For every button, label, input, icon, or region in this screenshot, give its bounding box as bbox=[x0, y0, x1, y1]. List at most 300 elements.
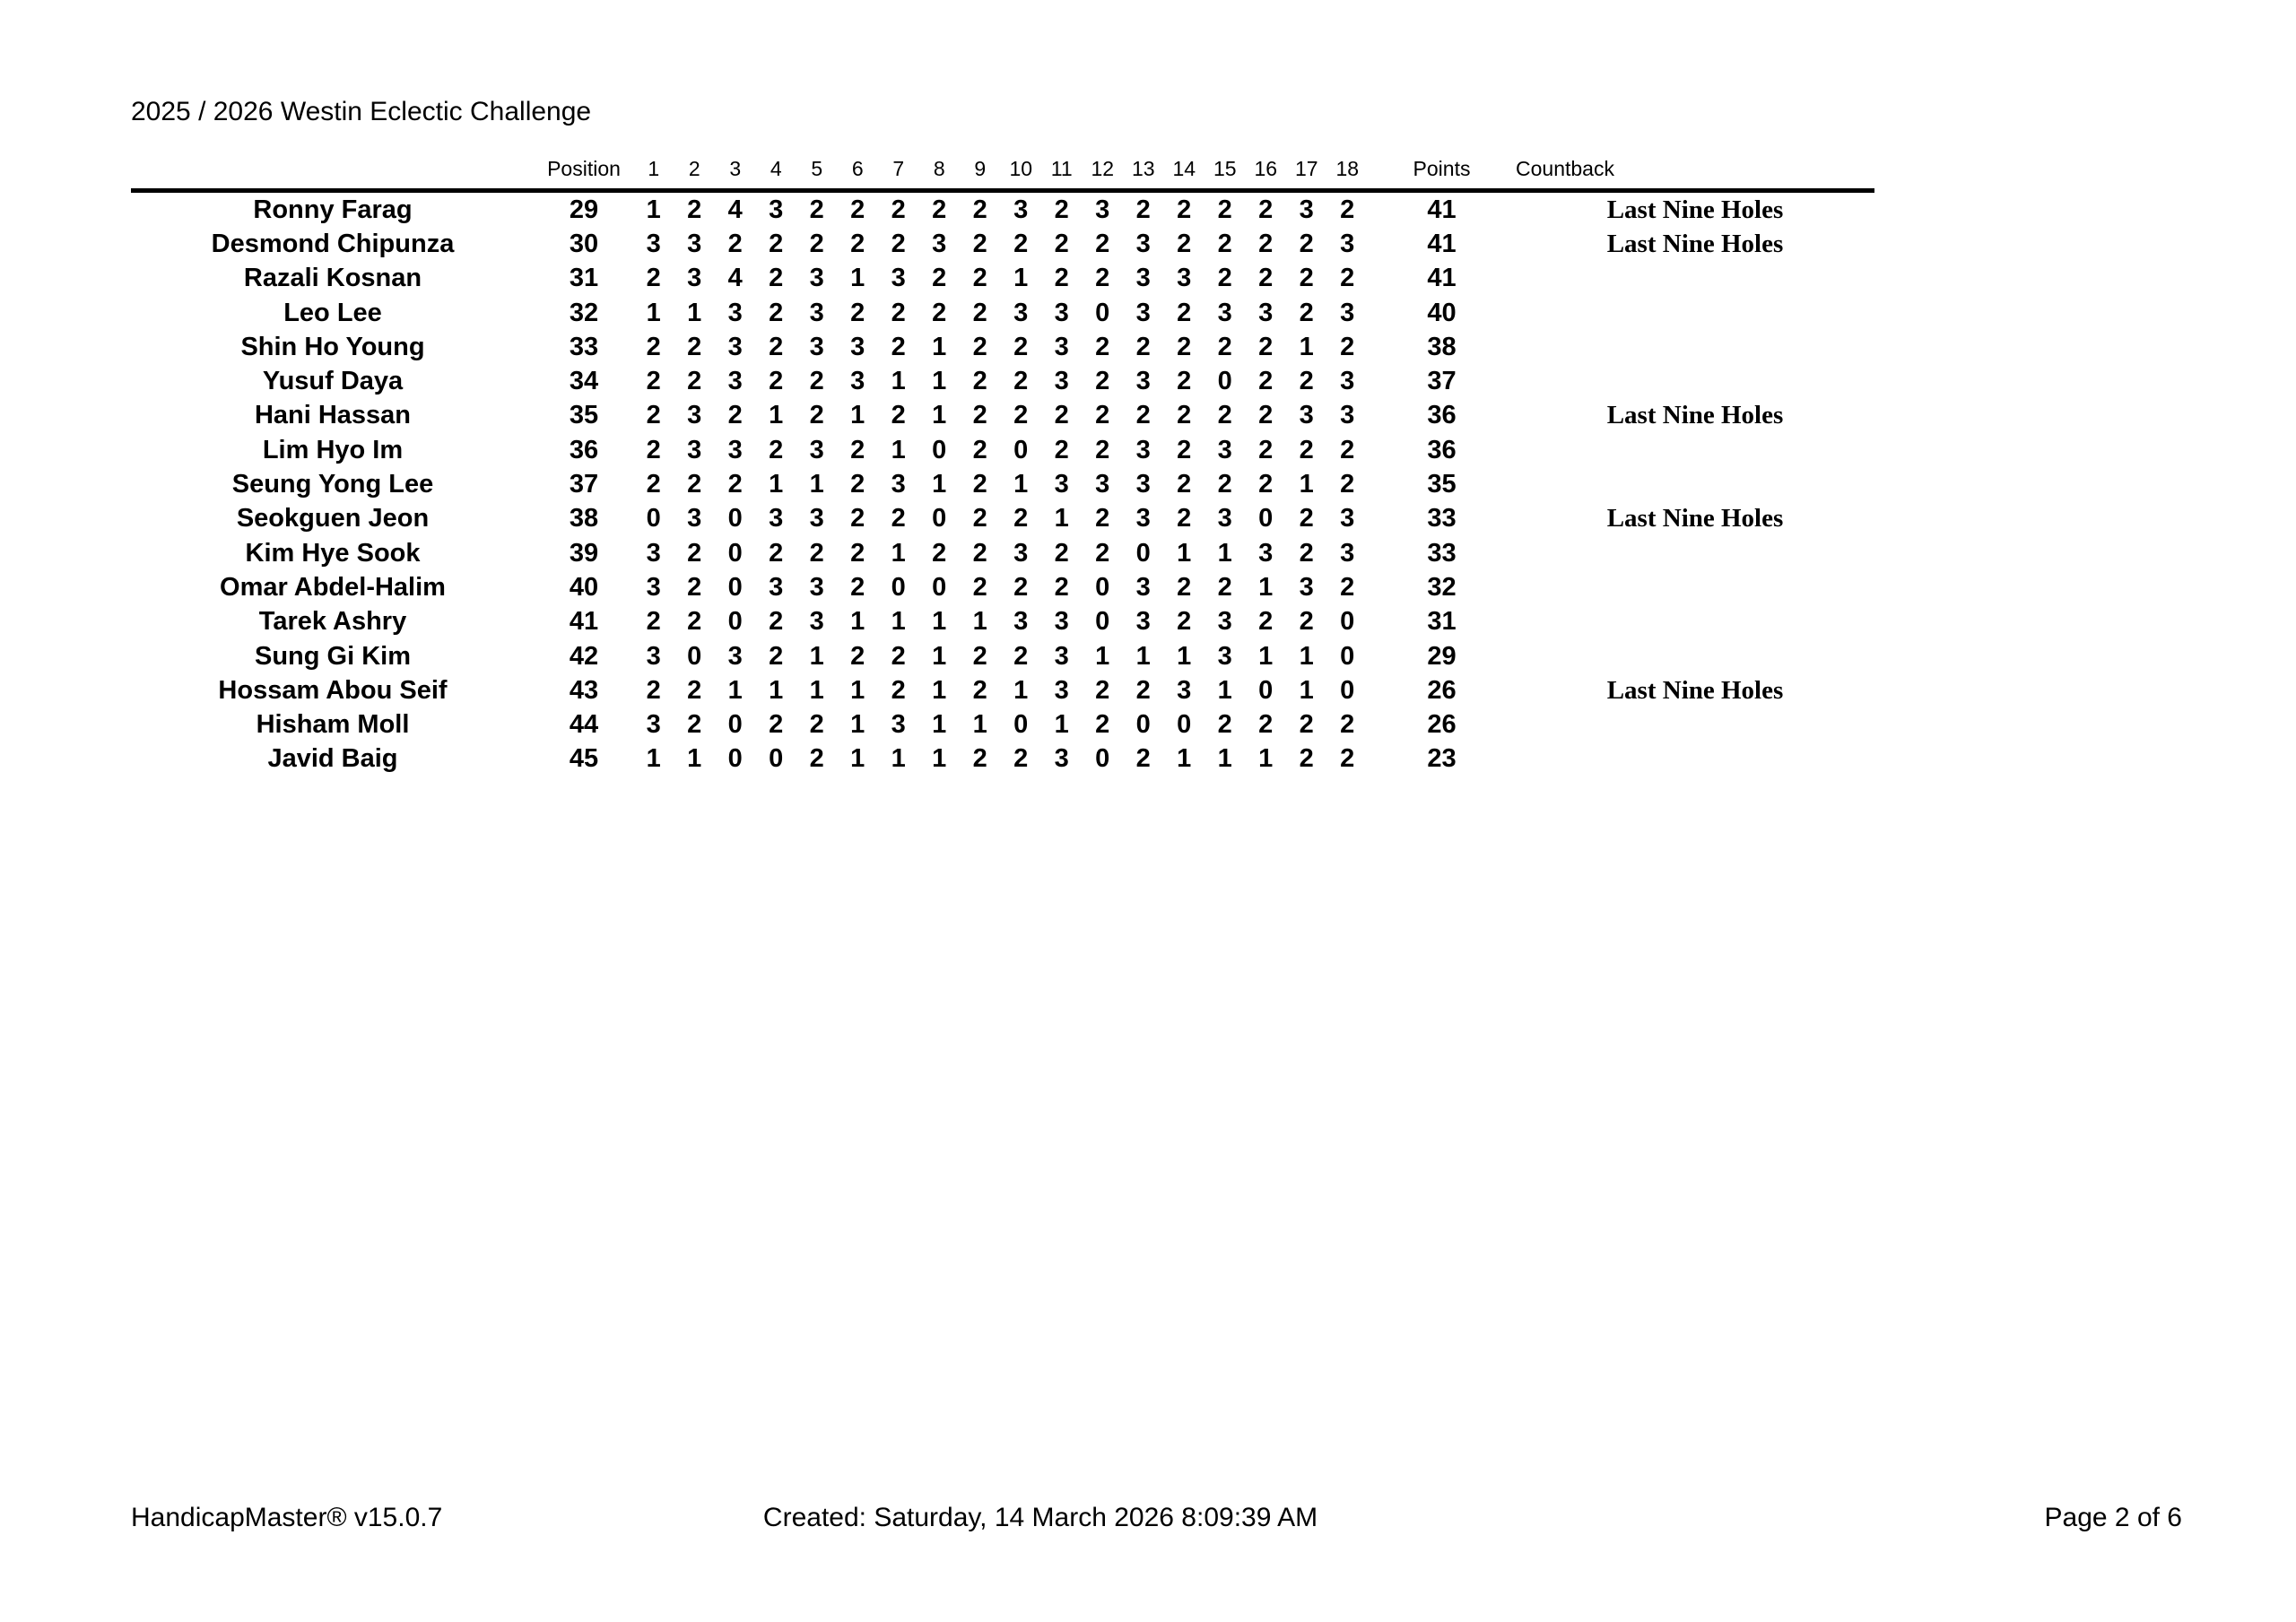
position-cell: 32 bbox=[569, 298, 599, 327]
points-cell: 31 bbox=[1427, 607, 1457, 637]
hole-score-cell-9: 2 bbox=[972, 504, 987, 533]
hole-score-cell-15: 3 bbox=[1217, 504, 1232, 533]
hole-score-cell-3: 1 bbox=[727, 675, 743, 705]
hole-score-cell-18: 3 bbox=[1340, 401, 1355, 430]
countback-cell bbox=[1516, 536, 1874, 570]
hole-score-cell-11: 2 bbox=[1054, 264, 1069, 293]
hole-score-cell-16: 2 bbox=[1258, 264, 1274, 293]
hole-score-cell-9: 2 bbox=[972, 470, 987, 499]
countback-cell bbox=[1516, 639, 1874, 673]
hole-score-cell-15: 0 bbox=[1217, 367, 1232, 396]
hole-score-cell-6: 1 bbox=[850, 675, 865, 705]
player-name-cell: Sung Gi Kim bbox=[255, 641, 411, 671]
hole-score-cell-17: 2 bbox=[1299, 264, 1314, 293]
countback-cell bbox=[1516, 570, 1874, 604]
hole-score-cell-8: 2 bbox=[932, 195, 947, 224]
hole-score-cell-8: 1 bbox=[932, 641, 947, 671]
points-cell: 26 bbox=[1427, 710, 1457, 740]
hole-score-cell-9: 2 bbox=[972, 367, 987, 396]
table-row bbox=[131, 742, 1874, 776]
hole-score-cell-2: 2 bbox=[687, 675, 702, 705]
column-header-hole-17: 17 bbox=[1286, 154, 1327, 191]
hole-score-cell-18: 0 bbox=[1340, 641, 1355, 671]
column-header-countback: Countback bbox=[1516, 154, 1874, 191]
hole-score-cell-2: 3 bbox=[687, 229, 702, 258]
hole-score-cell-6: 3 bbox=[850, 332, 865, 361]
hole-score-cell-3: 3 bbox=[727, 367, 743, 396]
hole-score-cell-13: 0 bbox=[1135, 710, 1151, 740]
hole-score-cell-6: 1 bbox=[850, 710, 865, 740]
hole-score-cell-2: 3 bbox=[687, 435, 702, 464]
hole-score-cell-1: 3 bbox=[646, 641, 661, 671]
hole-score-cell-9: 2 bbox=[972, 229, 987, 258]
points-cell: 41 bbox=[1427, 195, 1457, 224]
hole-score-cell-4: 2 bbox=[769, 332, 784, 361]
table-row bbox=[131, 191, 1874, 228]
hole-score-cell-4: 2 bbox=[769, 538, 784, 568]
hole-score-cell-4: 0 bbox=[769, 744, 784, 774]
hole-score-cell-8: 2 bbox=[932, 298, 947, 327]
hole-score-cell-6: 1 bbox=[850, 264, 865, 293]
hole-score-cell-3: 0 bbox=[727, 744, 743, 774]
hole-score-cell-2: 2 bbox=[687, 538, 702, 568]
hole-score-cell-6: 2 bbox=[850, 470, 865, 499]
player-name-cell: Hani Hassan bbox=[254, 401, 412, 430]
hole-score-cell-14: 1 bbox=[1177, 538, 1192, 568]
column-header-hole-15: 15 bbox=[1205, 154, 1246, 191]
hole-score-cell-16: 3 bbox=[1258, 298, 1274, 327]
position-cell: 44 bbox=[569, 710, 599, 740]
hole-score-cell-7: 1 bbox=[891, 744, 906, 774]
hole-score-cell-12: 2 bbox=[1095, 710, 1110, 740]
hole-score-cell-16: 2 bbox=[1258, 710, 1274, 740]
hole-score-cell-13: 2 bbox=[1135, 195, 1151, 224]
hole-score-cell-13: 2 bbox=[1135, 332, 1151, 361]
hole-score-cell-17: 2 bbox=[1299, 607, 1314, 637]
hole-score-cell-9: 2 bbox=[972, 744, 987, 774]
hole-score-cell-8: 1 bbox=[932, 367, 947, 396]
hole-score-cell-14: 1 bbox=[1177, 744, 1192, 774]
hole-score-cell-1: 2 bbox=[646, 367, 661, 396]
hole-score-cell-4: 3 bbox=[769, 195, 784, 224]
hole-score-cell-8: 1 bbox=[932, 744, 947, 774]
column-header-hole-4: 4 bbox=[756, 154, 797, 191]
player-name-cell: Seokguen Jeon bbox=[236, 504, 430, 533]
hole-score-cell-13: 3 bbox=[1135, 367, 1151, 396]
hole-score-cell-16: 1 bbox=[1258, 641, 1274, 671]
points-cell: 33 bbox=[1427, 538, 1457, 568]
hole-score-cell-3: 3 bbox=[727, 435, 743, 464]
hole-score-cell-6: 2 bbox=[850, 538, 865, 568]
player-name-cell: Shin Ho Young bbox=[240, 332, 425, 361]
hole-score-cell-5: 3 bbox=[809, 504, 824, 533]
hole-score-cell-13: 3 bbox=[1135, 572, 1151, 602]
hole-score-cell-15: 2 bbox=[1217, 195, 1232, 224]
hole-score-cell-6: 2 bbox=[850, 298, 865, 327]
player-name-cell: Yusuf Daya bbox=[262, 367, 404, 396]
hole-score-cell-6: 2 bbox=[850, 641, 865, 671]
hole-score-cell-15: 2 bbox=[1217, 229, 1232, 258]
hole-score-cell-3: 0 bbox=[727, 572, 743, 602]
hole-score-cell-1: 2 bbox=[646, 675, 661, 705]
page-title: 2025 / 2026 Westin Eclectic Challenge bbox=[131, 97, 592, 126]
hole-score-cell-1: 0 bbox=[646, 504, 661, 533]
table-row bbox=[131, 330, 1874, 364]
position-cell: 31 bbox=[569, 264, 599, 293]
hole-score-cell-14: 2 bbox=[1177, 504, 1192, 533]
hole-score-cell-15: 3 bbox=[1217, 641, 1232, 671]
hole-score-cell-4: 1 bbox=[769, 675, 784, 705]
hole-score-cell-13: 3 bbox=[1135, 470, 1151, 499]
countback-cell bbox=[1516, 605, 1874, 639]
hole-score-cell-8: 1 bbox=[932, 470, 947, 499]
hole-score-cell-18: 3 bbox=[1340, 229, 1355, 258]
position-cell: 29 bbox=[569, 195, 599, 224]
hole-score-cell-15: 3 bbox=[1217, 298, 1232, 327]
hole-score-cell-7: 3 bbox=[891, 470, 906, 499]
hole-score-cell-12: 2 bbox=[1095, 435, 1110, 464]
hole-score-cell-2: 2 bbox=[687, 195, 702, 224]
table-row bbox=[131, 707, 1874, 742]
points-cell: 36 bbox=[1427, 435, 1457, 464]
hole-score-cell-17: 2 bbox=[1299, 538, 1314, 568]
hole-score-cell-2: 3 bbox=[687, 504, 702, 533]
hole-score-cell-10: 1 bbox=[1013, 264, 1029, 293]
hole-score-cell-12: 0 bbox=[1095, 744, 1110, 774]
player-name-cell: Desmond Chipunza bbox=[211, 229, 455, 258]
hole-score-cell-16: 2 bbox=[1258, 607, 1274, 637]
player-name-cell: Tarek Ashry bbox=[258, 607, 407, 637]
hole-score-cell-16: 0 bbox=[1258, 675, 1274, 705]
hole-score-cell-5: 3 bbox=[809, 607, 824, 637]
hole-score-cell-17: 2 bbox=[1299, 710, 1314, 740]
hole-score-cell-6: 2 bbox=[850, 195, 865, 224]
hole-score-cell-3: 3 bbox=[727, 332, 743, 361]
table-row bbox=[131, 536, 1874, 570]
hole-score-cell-10: 2 bbox=[1013, 572, 1029, 602]
hole-score-cell-18: 2 bbox=[1340, 744, 1355, 774]
hole-score-cell-5: 2 bbox=[809, 538, 824, 568]
hole-score-cell-7: 1 bbox=[891, 435, 906, 464]
position-cell: 42 bbox=[569, 641, 599, 671]
hole-score-cell-18: 3 bbox=[1340, 298, 1355, 327]
hole-score-cell-2: 2 bbox=[687, 710, 702, 740]
hole-score-cell-1: 3 bbox=[646, 229, 661, 258]
hole-score-cell-14: 2 bbox=[1177, 332, 1192, 361]
position-cell: 43 bbox=[569, 675, 599, 705]
column-header-hole-3: 3 bbox=[715, 154, 756, 191]
hole-score-cell-10: 3 bbox=[1013, 298, 1029, 327]
hole-score-cell-6: 2 bbox=[850, 435, 865, 464]
hole-score-cell-3: 0 bbox=[727, 504, 743, 533]
player-name-cell: Hossam Abou Seif bbox=[218, 675, 448, 705]
hole-score-cell-17: 1 bbox=[1299, 641, 1314, 671]
hole-score-cell-15: 2 bbox=[1217, 470, 1232, 499]
hole-score-cell-2: 2 bbox=[687, 332, 702, 361]
hole-score-cell-12: 1 bbox=[1095, 641, 1110, 671]
table-header-row bbox=[131, 154, 1874, 191]
player-name-cell: Hisham Moll bbox=[256, 710, 410, 740]
hole-score-cell-5: 3 bbox=[809, 435, 824, 464]
hole-score-cell-17: 2 bbox=[1299, 504, 1314, 533]
results-body bbox=[131, 191, 1874, 777]
hole-score-cell-7: 2 bbox=[891, 675, 906, 705]
hole-score-cell-5: 2 bbox=[809, 367, 824, 396]
column-header-position: Position bbox=[535, 154, 633, 191]
hole-score-cell-17: 1 bbox=[1299, 470, 1314, 499]
hole-score-cell-4: 1 bbox=[769, 470, 784, 499]
hole-score-cell-11: 3 bbox=[1054, 470, 1069, 499]
hole-score-cell-15: 1 bbox=[1217, 675, 1232, 705]
hole-score-cell-4: 2 bbox=[769, 710, 784, 740]
position-cell: 41 bbox=[569, 607, 599, 637]
column-header-hole-10: 10 bbox=[1001, 154, 1042, 191]
hole-score-cell-10: 1 bbox=[1013, 675, 1029, 705]
table-row bbox=[131, 399, 1874, 433]
hole-score-cell-7: 3 bbox=[891, 264, 906, 293]
hole-score-cell-3: 4 bbox=[727, 264, 743, 293]
hole-score-cell-3: 0 bbox=[727, 607, 743, 637]
position-cell: 37 bbox=[569, 470, 599, 499]
table-row bbox=[131, 570, 1874, 604]
hole-score-cell-15: 2 bbox=[1217, 332, 1232, 361]
hole-score-cell-17: 2 bbox=[1299, 435, 1314, 464]
column-header-hole-8: 8 bbox=[919, 154, 961, 191]
hole-score-cell-3: 4 bbox=[727, 195, 743, 224]
hole-score-cell-13: 0 bbox=[1135, 538, 1151, 568]
hole-score-cell-7: 2 bbox=[891, 401, 906, 430]
hole-score-cell-18: 2 bbox=[1340, 264, 1355, 293]
hole-score-cell-5: 3 bbox=[809, 298, 824, 327]
hole-score-cell-11: 1 bbox=[1054, 504, 1069, 533]
hole-score-cell-10: 2 bbox=[1013, 641, 1029, 671]
hole-score-cell-3: 2 bbox=[727, 401, 743, 430]
hole-score-cell-14: 2 bbox=[1177, 195, 1192, 224]
hole-score-cell-9: 2 bbox=[972, 538, 987, 568]
points-cell: 41 bbox=[1427, 229, 1457, 258]
hole-score-cell-13: 3 bbox=[1135, 229, 1151, 258]
hole-score-cell-5: 2 bbox=[809, 195, 824, 224]
hole-score-cell-7: 2 bbox=[891, 298, 906, 327]
hole-score-cell-9: 2 bbox=[972, 332, 987, 361]
table-row bbox=[131, 673, 1874, 707]
hole-score-cell-1: 2 bbox=[646, 470, 661, 499]
hole-score-cell-15: 2 bbox=[1217, 710, 1232, 740]
hole-score-cell-16: 2 bbox=[1258, 229, 1274, 258]
hole-score-cell-2: 0 bbox=[687, 641, 702, 671]
hole-score-cell-18: 3 bbox=[1340, 538, 1355, 568]
hole-score-cell-17: 2 bbox=[1299, 744, 1314, 774]
hole-score-cell-18: 3 bbox=[1340, 367, 1355, 396]
hole-score-cell-7: 1 bbox=[891, 367, 906, 396]
table-row bbox=[131, 467, 1874, 501]
hole-score-cell-17: 2 bbox=[1299, 298, 1314, 327]
hole-score-cell-2: 3 bbox=[687, 264, 702, 293]
hole-score-cell-12: 2 bbox=[1095, 538, 1110, 568]
hole-score-cell-12: 2 bbox=[1095, 264, 1110, 293]
column-header-hole-5: 5 bbox=[796, 154, 838, 191]
hole-score-cell-13: 2 bbox=[1135, 401, 1151, 430]
hole-score-cell-14: 2 bbox=[1177, 572, 1192, 602]
hole-score-cell-9: 2 bbox=[972, 572, 987, 602]
hole-score-cell-8: 1 bbox=[932, 675, 947, 705]
hole-score-cell-10: 2 bbox=[1013, 367, 1029, 396]
hole-score-cell-16: 2 bbox=[1258, 435, 1274, 464]
hole-score-cell-4: 2 bbox=[769, 298, 784, 327]
hole-score-cell-9: 2 bbox=[972, 435, 987, 464]
hole-score-cell-7: 2 bbox=[891, 229, 906, 258]
hole-score-cell-11: 3 bbox=[1054, 744, 1069, 774]
results-table bbox=[131, 154, 1874, 776]
hole-score-cell-11: 3 bbox=[1054, 367, 1069, 396]
hole-score-cell-14: 1 bbox=[1177, 641, 1192, 671]
hole-score-cell-18: 2 bbox=[1340, 470, 1355, 499]
hole-score-cell-6: 2 bbox=[850, 572, 865, 602]
countback-cell bbox=[1516, 262, 1874, 296]
countback-cell: Last Nine Holes bbox=[1606, 504, 1784, 533]
hole-score-cell-10: 2 bbox=[1013, 332, 1029, 361]
hole-score-cell-14: 2 bbox=[1177, 607, 1192, 637]
hole-score-cell-17: 1 bbox=[1299, 332, 1314, 361]
hole-score-cell-2: 2 bbox=[687, 367, 702, 396]
hole-score-cell-7: 3 bbox=[891, 710, 906, 740]
hole-score-cell-12: 2 bbox=[1095, 675, 1110, 705]
hole-score-cell-16: 2 bbox=[1258, 195, 1274, 224]
hole-score-cell-2: 1 bbox=[687, 744, 702, 774]
hole-score-cell-1: 2 bbox=[646, 264, 661, 293]
hole-score-cell-14: 2 bbox=[1177, 435, 1192, 464]
hole-score-cell-17: 3 bbox=[1299, 572, 1314, 602]
hole-score-cell-13: 3 bbox=[1135, 435, 1151, 464]
hole-score-cell-13: 3 bbox=[1135, 607, 1151, 637]
hole-score-cell-8: 0 bbox=[932, 572, 947, 602]
hole-score-cell-11: 2 bbox=[1054, 401, 1069, 430]
hole-score-cell-7: 2 bbox=[891, 641, 906, 671]
table-row bbox=[131, 605, 1874, 639]
countback-cell bbox=[1516, 707, 1874, 742]
hole-score-cell-17: 2 bbox=[1299, 367, 1314, 396]
hole-score-cell-13: 3 bbox=[1135, 504, 1151, 533]
hole-score-cell-10: 2 bbox=[1013, 229, 1029, 258]
hole-score-cell-14: 3 bbox=[1177, 675, 1192, 705]
hole-score-cell-11: 2 bbox=[1054, 435, 1069, 464]
countback-cell bbox=[1516, 296, 1874, 330]
hole-score-cell-4: 2 bbox=[769, 367, 784, 396]
position-cell: 35 bbox=[569, 401, 599, 430]
hole-score-cell-1: 2 bbox=[646, 607, 661, 637]
hole-score-cell-4: 2 bbox=[769, 641, 784, 671]
hole-score-cell-18: 0 bbox=[1340, 675, 1355, 705]
hole-score-cell-8: 1 bbox=[932, 710, 947, 740]
position-cell: 36 bbox=[569, 435, 599, 464]
points-cell: 35 bbox=[1427, 470, 1457, 499]
hole-score-cell-6: 2 bbox=[850, 229, 865, 258]
hole-score-cell-16: 2 bbox=[1258, 332, 1274, 361]
table-row bbox=[131, 296, 1874, 330]
hole-score-cell-13: 3 bbox=[1135, 298, 1151, 327]
hole-score-cell-17: 3 bbox=[1299, 195, 1314, 224]
hole-score-cell-18: 2 bbox=[1340, 572, 1355, 602]
hole-score-cell-8: 2 bbox=[932, 264, 947, 293]
hole-score-cell-15: 3 bbox=[1217, 435, 1232, 464]
hole-score-cell-1: 1 bbox=[646, 195, 661, 224]
hole-score-cell-2: 2 bbox=[687, 470, 702, 499]
hole-score-cell-17: 2 bbox=[1299, 229, 1314, 258]
column-header-hole-1: 1 bbox=[633, 154, 674, 191]
hole-score-cell-14: 2 bbox=[1177, 229, 1192, 258]
hole-score-cell-3: 3 bbox=[727, 641, 743, 671]
hole-score-cell-4: 1 bbox=[769, 401, 784, 430]
countback-cell: Last Nine Holes bbox=[1606, 229, 1784, 258]
points-cell: 23 bbox=[1427, 744, 1457, 774]
countback-cell bbox=[1516, 467, 1874, 501]
hole-score-cell-13: 3 bbox=[1135, 264, 1151, 293]
hole-score-cell-11: 2 bbox=[1054, 538, 1069, 568]
column-header-hole-12: 12 bbox=[1083, 154, 1124, 191]
player-name-cell: Ronny Farag bbox=[253, 195, 413, 224]
hole-score-cell-12: 0 bbox=[1095, 572, 1110, 602]
hole-score-cell-1: 3 bbox=[646, 710, 661, 740]
hole-score-cell-1: 1 bbox=[646, 298, 661, 327]
hole-score-cell-10: 2 bbox=[1013, 401, 1029, 430]
hole-score-cell-11: 3 bbox=[1054, 607, 1069, 637]
countback-cell bbox=[1516, 364, 1874, 398]
hole-score-cell-1: 1 bbox=[646, 744, 661, 774]
hole-score-cell-8: 0 bbox=[932, 435, 947, 464]
player-name-cell: Razali Kosnan bbox=[243, 264, 422, 293]
hole-score-cell-4: 2 bbox=[769, 435, 784, 464]
hole-score-cell-7: 1 bbox=[891, 538, 906, 568]
column-header-hole-2: 2 bbox=[674, 154, 716, 191]
hole-score-cell-1: 3 bbox=[646, 572, 661, 602]
hole-score-cell-5: 2 bbox=[809, 744, 824, 774]
hole-score-cell-2: 2 bbox=[687, 572, 702, 602]
hole-score-cell-9: 1 bbox=[972, 607, 987, 637]
hole-score-cell-4: 3 bbox=[769, 572, 784, 602]
table-row bbox=[131, 262, 1874, 296]
hole-score-cell-3: 0 bbox=[727, 710, 743, 740]
column-header-hole-13: 13 bbox=[1123, 154, 1164, 191]
hole-score-cell-2: 2 bbox=[687, 607, 702, 637]
hole-score-cell-16: 2 bbox=[1258, 367, 1274, 396]
hole-score-cell-5: 2 bbox=[809, 401, 824, 430]
hole-score-cell-12: 3 bbox=[1095, 195, 1110, 224]
hole-score-cell-4: 3 bbox=[769, 504, 784, 533]
hole-score-cell-10: 0 bbox=[1013, 435, 1029, 464]
hole-score-cell-10: 3 bbox=[1013, 195, 1029, 224]
player-name-cell: Leo Lee bbox=[283, 298, 382, 327]
hole-score-cell-8: 0 bbox=[932, 504, 947, 533]
hole-score-cell-11: 1 bbox=[1054, 710, 1069, 740]
column-header-hole-9: 9 bbox=[960, 154, 1001, 191]
hole-score-cell-15: 1 bbox=[1217, 744, 1232, 774]
hole-score-cell-4: 2 bbox=[769, 229, 784, 258]
hole-score-cell-4: 2 bbox=[769, 607, 784, 637]
hole-score-cell-18: 2 bbox=[1340, 195, 1355, 224]
hole-score-cell-5: 1 bbox=[809, 470, 824, 499]
hole-score-cell-10: 3 bbox=[1013, 607, 1029, 637]
footer-page-number: Page 2 of 6 bbox=[2044, 1503, 2182, 1532]
hole-score-cell-12: 2 bbox=[1095, 367, 1110, 396]
points-cell: 38 bbox=[1427, 332, 1457, 361]
hole-score-cell-6: 1 bbox=[850, 401, 865, 430]
hole-score-cell-9: 2 bbox=[972, 264, 987, 293]
hole-score-cell-18: 2 bbox=[1340, 435, 1355, 464]
column-header-name bbox=[131, 154, 535, 191]
table-row bbox=[131, 227, 1874, 261]
hole-score-cell-14: 2 bbox=[1177, 298, 1192, 327]
hole-score-cell-9: 1 bbox=[972, 710, 987, 740]
